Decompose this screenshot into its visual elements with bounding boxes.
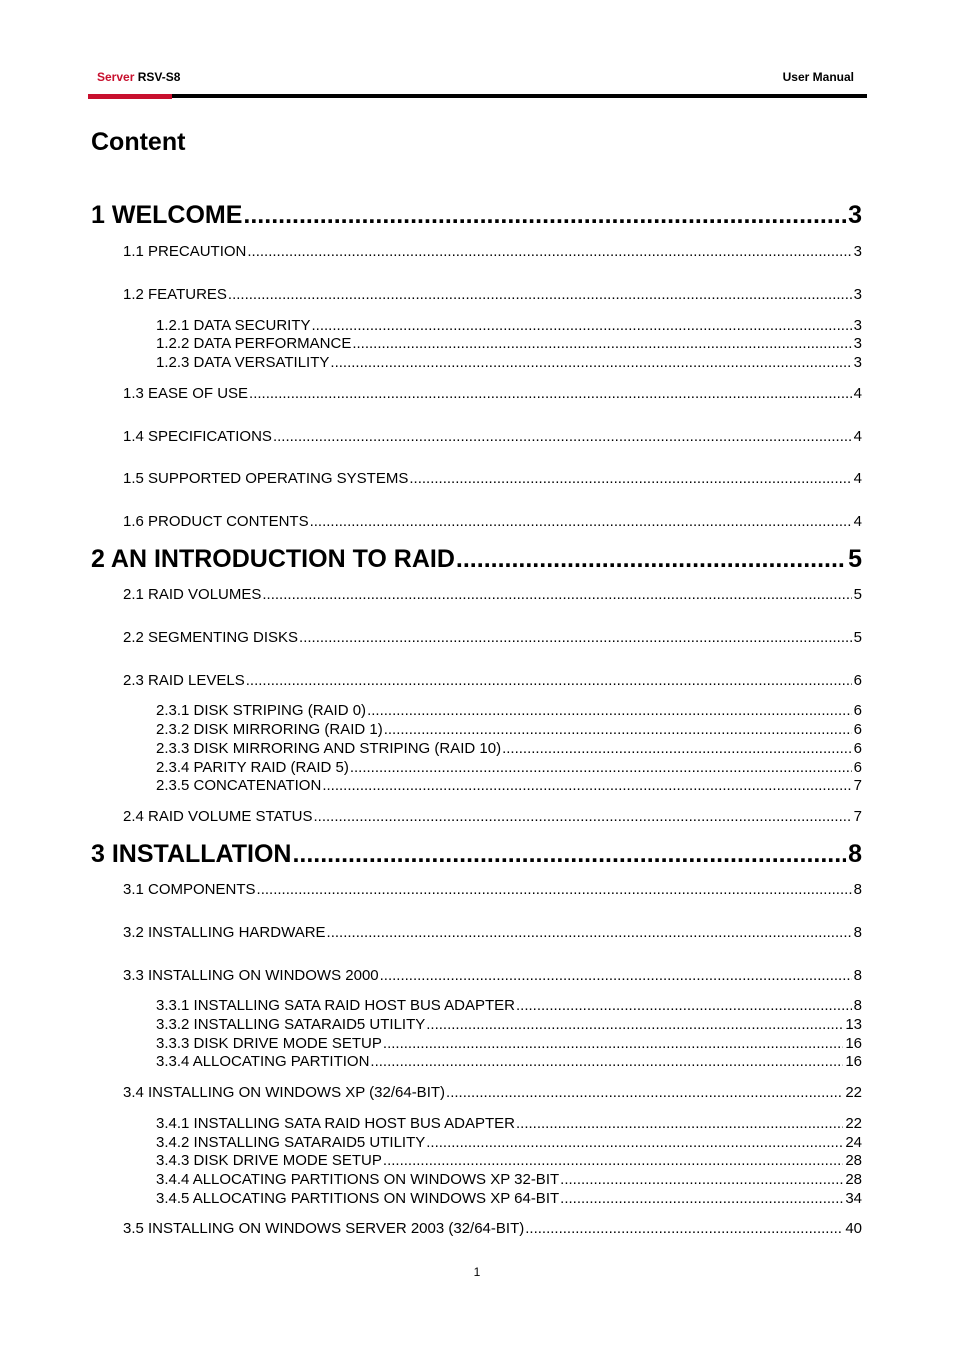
toc-entry-page: 4	[853, 470, 862, 487]
toc-dot-leader	[525, 1220, 843, 1238]
toc-entry-page: 3	[853, 286, 862, 303]
toc-entry-title: 2 AN INTRODUCTION TO RAID	[91, 545, 455, 573]
toc-entry-title: 2.3.4 PARITY RAID (RAID 5)	[156, 759, 349, 776]
toc-dot-leader	[426, 1134, 843, 1152]
toc-dot-leader	[560, 1190, 843, 1208]
toc-entry-level-3[interactable]	[156, 702, 862, 720]
toc-dot-leader	[383, 1035, 843, 1053]
toc-entry-page: 6	[853, 759, 862, 776]
toc-entry-title: 3.4.4 ALLOCATING PARTITIONS ON WINDOWS XP 32-BIT	[156, 1171, 560, 1188]
toc-dot-leader	[502, 740, 852, 758]
toc-entry-level-2[interactable]	[123, 1220, 862, 1238]
toc-entry-level-3[interactable]	[156, 1152, 862, 1170]
toc-entry-page: 16	[845, 1053, 862, 1070]
toc-entry-page: 8	[853, 924, 862, 941]
toc-entry-level-3[interactable]	[156, 1016, 862, 1034]
toc-entry-level-1[interactable]	[91, 544, 862, 574]
toc-entry-page: 22	[845, 1115, 862, 1132]
toc-entry-level-3[interactable]	[156, 1171, 862, 1189]
toc-entry-page: 4	[853, 513, 862, 530]
toc-entry-level-2[interactable]	[123, 967, 862, 985]
toc-entry-page: 28	[845, 1171, 862, 1188]
toc-dot-leader	[456, 544, 846, 574]
toc-entry-title: 2.1 RAID VOLUMES	[123, 586, 262, 603]
toc-dot-leader	[367, 702, 852, 720]
toc-entry-level-3[interactable]	[156, 740, 862, 758]
toc-entry-title: 2.3.3 DISK MIRRORING AND STRIPING (RAID 10)	[156, 740, 502, 757]
toc-entry-page: 24	[845, 1134, 862, 1151]
toc-entry-level-2[interactable]	[123, 286, 862, 304]
toc-entry-page: 5	[853, 586, 862, 603]
toc-entry-title: 3.1 COMPONENTS	[123, 881, 256, 898]
toc-entry-level-3[interactable]	[156, 335, 862, 353]
toc-entry-title: 1.1 PRECAUTION	[123, 243, 247, 260]
toc-entry-level-2[interactable]	[123, 1084, 862, 1102]
toc-entry-page: 8	[853, 997, 862, 1014]
toc-entry-page: 22	[845, 1084, 862, 1101]
toc-entry-title: 3.5 INSTALLING ON WINDOWS SERVER 2003 (32/64-BIT)	[123, 1220, 525, 1237]
toc-entry-title: 3.3.4 ALLOCATING PARTITION	[156, 1053, 370, 1070]
toc-entry-page: 3	[853, 335, 862, 352]
toc-dot-leader	[257, 881, 852, 899]
toc-entry-title: 3.4 INSTALLING ON WINDOWS XP (32/64-BIT)	[123, 1084, 446, 1101]
toc-dot-leader	[314, 808, 852, 826]
toc-entry-title: 3 INSTALLATION	[91, 840, 292, 868]
toc-entry-level-2[interactable]	[123, 586, 862, 604]
toc-entry-level-3[interactable]	[156, 354, 862, 372]
toc-entry-title: 1.2.3 DATA VERSATILITY	[156, 354, 330, 371]
toc-entry-page: 6	[853, 672, 862, 689]
toc-entry-title: 2.3 RAID LEVELS	[123, 672, 245, 689]
toc-entry-level-3[interactable]	[156, 1134, 862, 1152]
toc-dot-leader	[310, 513, 852, 531]
toc-dot-leader	[243, 200, 846, 230]
toc-dot-leader	[516, 997, 852, 1015]
toc-entry-title: 3.4.2 INSTALLING SATARAID5 UTILITY	[156, 1134, 426, 1151]
toc-entry-page: 3	[848, 201, 862, 229]
toc-entry-page: 16	[845, 1035, 862, 1052]
toc-entry-title: 3.3.1 INSTALLING SATA RAID HOST BUS ADAPTER	[156, 997, 515, 1014]
toc-entry-title: 1.2.2 DATA PERFORMANCE	[156, 335, 352, 352]
toc-entry-level-3[interactable]	[156, 1053, 862, 1071]
toc-dot-leader	[249, 385, 852, 403]
toc-entry-page: 34	[845, 1190, 862, 1207]
toc-entry-title: 3.4.5 ALLOCATING PARTITIONS ON WINDOWS XP 64-BIT	[156, 1190, 560, 1207]
page-title: Content	[91, 128, 186, 156]
toc-entry-page: 5	[848, 545, 862, 573]
toc-entry-title: 1.5 SUPPORTED OPERATING SYSTEMS	[123, 470, 409, 487]
toc-entry-page: 8	[853, 881, 862, 898]
toc-dot-leader	[247, 243, 851, 261]
toc-entry-title: 3.2 INSTALLING HARDWARE	[123, 924, 326, 941]
toc-entry-title: 3.3.3 DISK DRIVE MODE SETUP	[156, 1035, 382, 1052]
toc-entry-level-2[interactable]	[123, 924, 862, 942]
toc-dot-leader	[516, 1115, 843, 1133]
toc-dot-leader	[299, 629, 852, 647]
toc-entry-level-2[interactable]	[123, 243, 862, 261]
toc-entry-title: 2.4 RAID VOLUME STATUS	[123, 808, 313, 825]
toc-entry-title: 3.4.3 DISK DRIVE MODE SETUP	[156, 1152, 382, 1169]
toc-entry-title: 2.3.1 DISK STRIPING (RAID 0)	[156, 702, 367, 719]
toc-entry-page: 4	[853, 385, 862, 402]
toc-dot-leader	[384, 721, 852, 739]
toc-dot-leader	[409, 470, 851, 488]
toc-entry-title: 1.3 EASE OF USE	[123, 385, 249, 402]
toc-entry-page: 6	[853, 702, 862, 719]
toc-entry-title: 1.4 SPECIFICATIONS	[123, 428, 272, 445]
toc-dot-leader	[322, 777, 851, 795]
toc-dot-leader	[246, 672, 852, 690]
toc-entry-level-2[interactable]	[123, 513, 862, 531]
toc-entry-title: 1.2.1 DATA SECURITY	[156, 317, 311, 334]
toc-entry-title: 1.6 PRODUCT CONTENTS	[123, 513, 309, 530]
toc-dot-leader	[292, 839, 846, 869]
toc-entry-title: 3.4.1 INSTALLING SATA RAID HOST BUS ADAPTER	[156, 1115, 515, 1132]
page-number: 1	[473, 1265, 481, 1279]
toc-entry-title: 2.2 SEGMENTING DISKS	[123, 629, 299, 646]
toc-entry-level-3[interactable]	[156, 721, 862, 739]
toc-entry-page: 8	[848, 840, 862, 868]
product-model: RSV-S8	[137, 70, 181, 84]
toc-dot-leader	[330, 354, 851, 372]
toc-entry-level-1[interactable]	[91, 200, 862, 230]
toc-entry-page: 6	[853, 721, 862, 738]
toc-dot-leader	[262, 586, 851, 604]
toc-entry-page: 3	[853, 354, 862, 371]
toc-entry-page: 3	[853, 243, 862, 260]
toc-entry-page: 8	[853, 967, 862, 984]
toc-entry-level-3[interactable]	[156, 997, 862, 1015]
toc-dot-leader	[312, 317, 852, 335]
toc-entry-page: 5	[853, 629, 862, 646]
product-brand: Server	[97, 70, 135, 84]
toc-entry-page: 13	[845, 1016, 862, 1033]
toc-entry-title: 1.2 FEATURES	[123, 286, 227, 303]
toc-entry-level-2[interactable]	[123, 881, 862, 899]
toc-entry-page: 3	[853, 317, 862, 334]
toc-entry-level-2[interactable]	[123, 672, 862, 690]
toc-entry-level-2[interactable]	[123, 470, 862, 488]
toc-entry-title: 3.3 INSTALLING ON WINDOWS 2000	[123, 967, 379, 984]
toc-dot-leader	[383, 1152, 843, 1170]
toc-dot-leader	[370, 1053, 843, 1071]
toc-entry-level-2[interactable]	[123, 808, 862, 826]
toc-entry-title: 2.3.5 CONCATENATION	[156, 777, 322, 794]
toc-dot-leader	[560, 1171, 843, 1189]
toc-entry-page: 40	[845, 1220, 862, 1237]
toc-dot-leader	[426, 1016, 843, 1034]
toc-entry-level-2[interactable]	[123, 385, 862, 403]
toc-entry-page: 7	[853, 808, 862, 825]
toc-entry-level-3[interactable]	[156, 1035, 862, 1053]
toc-entry-page: 7	[853, 777, 862, 794]
toc-entry-level-2[interactable]	[123, 629, 862, 647]
toc-entry-level-3[interactable]	[156, 317, 862, 335]
toc-entry-level-1[interactable]	[91, 839, 862, 869]
toc-entry-title: 2.3.2 DISK MIRRORING (RAID 1)	[156, 721, 383, 738]
toc-entry-level-3[interactable]	[156, 777, 862, 795]
toc-entry-page: 4	[853, 428, 862, 445]
toc-entry-level-3[interactable]	[156, 1190, 862, 1208]
toc-dot-leader	[327, 924, 852, 942]
toc-dot-leader	[273, 428, 852, 446]
toc-entry-level-3[interactable]	[156, 1115, 862, 1133]
toc-dot-leader	[228, 286, 852, 304]
toc-entry-page: 28	[845, 1152, 862, 1169]
toc-entry-title: 1 WELCOME	[91, 201, 243, 229]
toc-dot-leader	[350, 759, 852, 777]
toc-dot-leader	[352, 335, 851, 353]
toc-entry-level-3[interactable]	[156, 759, 862, 777]
toc-dot-leader	[380, 967, 852, 985]
toc-entry-page: 6	[853, 740, 862, 757]
toc-entry-level-2[interactable]	[123, 428, 862, 446]
toc-entry-title: 3.3.2 INSTALLING SATARAID5 UTILITY	[156, 1016, 426, 1033]
toc-dot-leader	[446, 1084, 843, 1102]
document-type: User Manual	[782, 70, 854, 84]
